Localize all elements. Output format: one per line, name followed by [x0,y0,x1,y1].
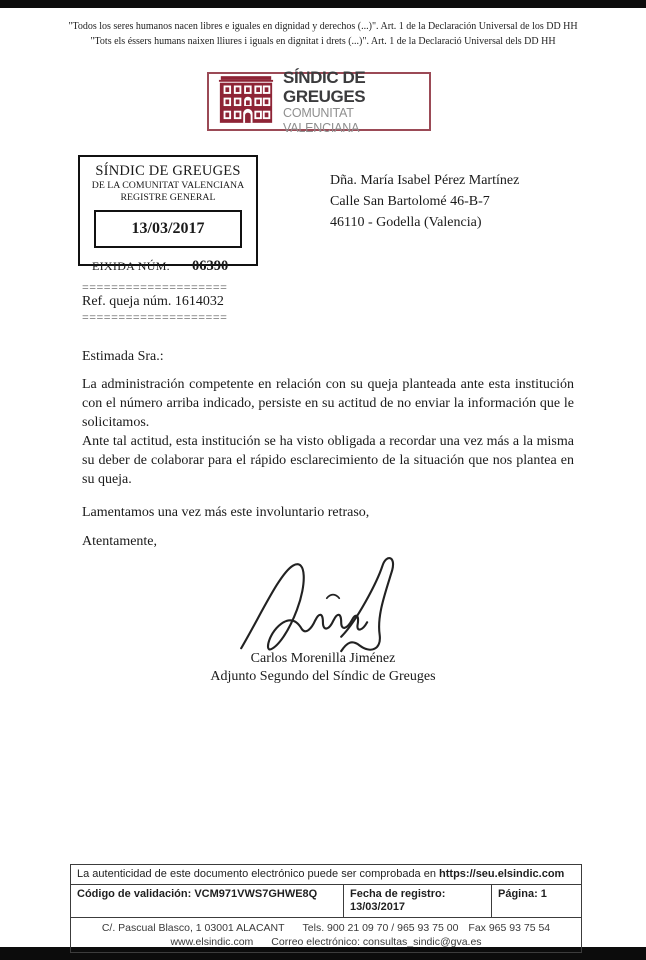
sindic-logo [207,67,431,135]
reference-number: Ref. queja núm. 1614032 [82,294,224,309]
contact-cell [71,918,581,952]
exit-number-label: EIXIDA NÚM. [92,259,170,273]
signer-title: Adjunto Segundo del Síndic de Greuges [210,669,436,684]
website: www.elsindic.com [170,936,254,948]
closing: Atentamente, [82,534,158,549]
page-number: Página: 1 [498,888,547,900]
stamp-community: DE LA COMUNITAT VALENCIANA [91,180,245,191]
quote-valencian: "Tots els éssers humans naixen lliures i iguals en dignitat i drets (...)". Art. 1 de la Declaració Universal dels DD HH [90,36,556,47]
stamp-institution: SÍNDIC DE GREUGES [95,163,241,179]
authenticity-row [71,865,581,885]
reference-block [82,282,227,322]
office-phones: Tels. 900 21 09 70 / 965 93 75 00 [302,922,459,934]
reference-separator-top: ==================== [82,280,228,294]
salutation: Estimada Sra.: [82,349,164,364]
handwritten-signature [232,554,410,659]
contact-line-2 [77,935,575,949]
stamp-date: 13/03/2017 [131,220,205,237]
recipient-street: Calle San Bartolomé 46-B-7 [330,194,490,209]
recipient-name: Dña. María Isabel Pérez Martínez [330,173,520,188]
signer-name: Carlos Morenilla Jiménez [250,651,396,666]
building-icon [218,76,274,128]
office-fax: Fax 965 93 75 54 [468,922,551,934]
authenticity-url: https://seu.elsindic.com [439,868,565,880]
validation-row [71,885,581,918]
validation-code: Código de validación: VCM971VWS7GHWE8Q [71,885,344,917]
logo-title: SÍNDIC DE GREUGES [283,67,366,106]
exit-number-value: 06390 [191,258,229,274]
office-address: C/. Pascual Blasco, 1 03001 ALACANT [101,922,285,934]
authenticity-text: La autenticidad de este documento electrónico puede ser comprobada en [77,868,440,880]
paragraph-1: La administración competente en relación con su queja planteada ante esta institución con el número arriba indicado, persiste en su actitud de no enviar la información que le solicitamos. [82,377,574,430]
stamp-date-box [94,210,242,248]
paragraph-3: Lamentamos una vez más este involuntario retraso, [82,505,370,520]
authenticity-cell [71,865,581,884]
stamp-exit-row [80,257,256,275]
header-quotes [0,19,646,49]
contact-row [71,918,581,952]
email: Correo electrónico: consultas_sindic@gva.es [271,936,482,948]
logo-text [283,68,429,136]
stamp-registry: REGISTRE GENERAL [120,192,216,203]
recipient-address [330,170,519,233]
registry-stamp [78,155,258,274]
top-letterbox-bar [0,0,646,8]
register-date: Fecha de registro: 13/03/2017 [344,885,492,917]
reference-separator-bottom: ==================== [82,310,228,324]
quote-spanish: "Todos los seres humanos nacen libres e iguales en dignidad y derechos (...)". Art. 1 de la Declaración Universal de los DD HH [68,21,578,32]
validation-footer [70,864,582,953]
recipient-city: 46110 - Godella (Valencia) [330,215,482,230]
logo-subtitle: COMUNITAT VALENCIANA [283,105,360,135]
contact-line-1 [77,921,575,935]
paragraph-2: Ante tal actitud, esta institución se ha visto obligada a recordar una vez más a la misma su deber de colaborar para el rápido esclarecimiento de la situación que nos plantea en su queja. [82,434,574,487]
